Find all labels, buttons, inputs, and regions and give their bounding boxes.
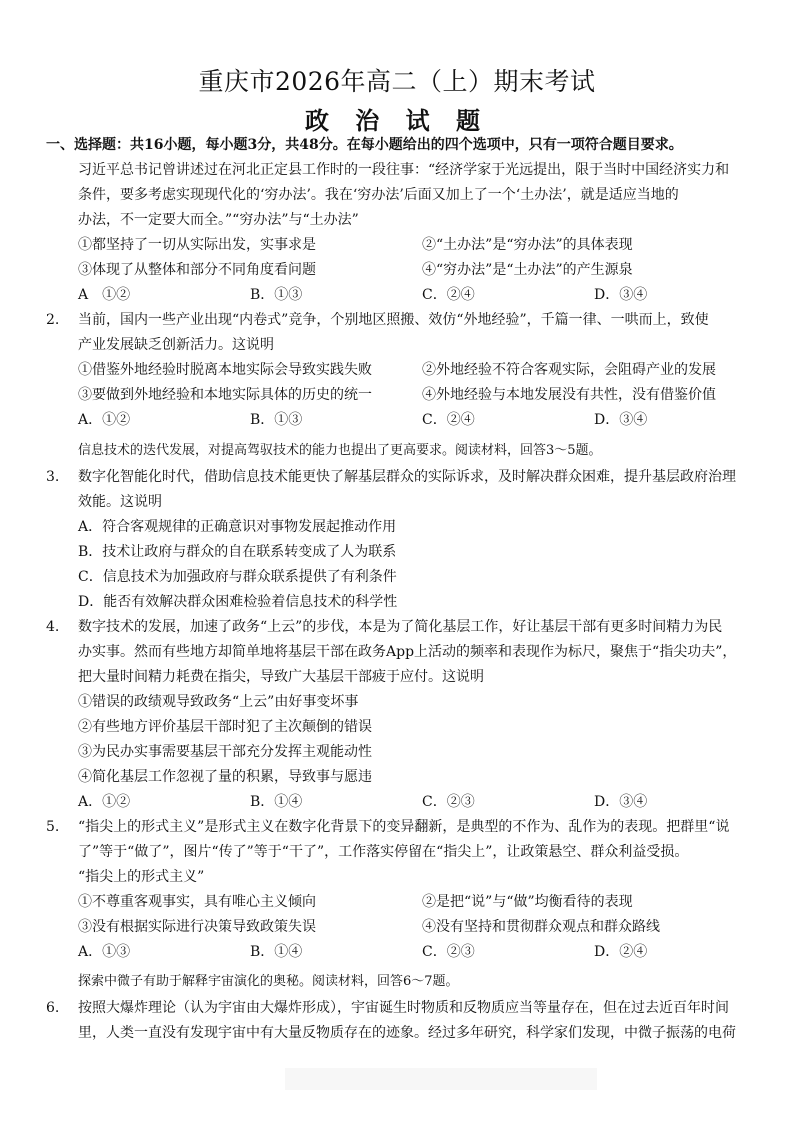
q2-option-d: D．③④ (594, 412, 648, 428)
q5-stem-line: “指尖上的形式主义”是形式主义在数字化背景下的变异翻新，是典型的不作为、乱作为的表现。把群里“说 (78, 819, 730, 835)
q5-stem-line: “指尖上的形式主义” (78, 869, 205, 885)
q5-number: 5. (46, 819, 60, 835)
q3-option-c: C．信息技术为加强政府与群众联系提供了有利条件 (78, 569, 397, 585)
q2-number: 2. (46, 312, 60, 328)
q6-number: 6. (46, 1000, 60, 1016)
q6-stem-line: 里，人类一直没有发现宇宙中有大量反物质存在的迹象。经过多年研究，科学家们发现，中微子振荡的电荷 (78, 1025, 736, 1041)
q5-option-a: A．①③ (78, 944, 131, 960)
exam-title: 重庆市2026年高二（上）期末考试 (198, 67, 596, 96)
q2-statement: ④外地经验与本地发展没有共性，没有借鉴价值 (422, 387, 716, 403)
q5-statement: ④没有坚持和贯彻群众观点和群众路线 (422, 919, 660, 935)
q1-statement: ③体现了从整体和部分不同角度看问题 (78, 262, 316, 278)
q4-option-d: D．③④ (594, 794, 648, 810)
q4-statement: ②有些地方评价基层干部时犯了主次颠倒的错误 (78, 719, 372, 735)
section-heading: 一、选择题：共16小题，每小题3分，共48分。在每小题给出的四个选项中，只有一项符合题目要求。 (46, 137, 683, 153)
q1-option-c: C．②④ (422, 287, 475, 303)
q2-statement: ③要做到外地经验和本地实际具体的历史的统一 (78, 387, 372, 403)
q3-option-d: D．能否有效解决群众困难检验着信息技术的科学性 (78, 594, 398, 610)
q5-statement: ②是把“说”与“做”均衡看待的表现 (422, 894, 633, 910)
q2-stem-line: 产业发展缺乏创新活力。这说明 (78, 337, 274, 353)
q4-option-a: A．①② (78, 794, 131, 810)
q5-statement: ①不尊重客观事实，具有唯心主义倾向 (78, 894, 316, 910)
q3-option-a: A．符合客观规律的正确意识对事物发展起推动作用 (78, 519, 397, 535)
q2-option-b: B．①③ (250, 412, 303, 428)
q1-stem-line: 办法，不一定要大而全。”“穷办法”与“土办法” (78, 212, 359, 228)
q2-option-a: A．①② (78, 412, 131, 428)
footer-band (285, 1068, 597, 1090)
q2-stem-line: 当前，国内一些产业出现“内卷式”竞争，个别地区照搬、效仿“外地经验”，千篇一律、一哄而上，致使 (78, 312, 709, 328)
q1-statement: ①都坚持了一切从实际出发，实事求是 (78, 237, 316, 253)
q4-statement: ③为民办实事需要基层干部充分发挥主观能动性 (78, 744, 372, 760)
q5-stem-line: 了”等于“做了”，图片“传了”等于“干了”，工作落实停留在“指尖上”，让政策悬空、群众利益受损。 (78, 844, 689, 860)
q4-stem-line: 办实事。然而有些地方却简单地将基层干部在政务App上活动的频率和表现作为标尺，聚焦于“指尖功夫”， (78, 644, 737, 660)
q6-stem-line: 按照大爆炸理论（认为宇宙由大爆炸形成），宇宙诞生时物质和反物质应当等量存在，但在过去近百年时间 (78, 1000, 729, 1016)
q1-option-d: D．③④ (594, 287, 648, 303)
q1-stem-line: 习近平总书记曾讲述过在河北正定县工作时的一段往事：“经济学家于光远提出，限于当时中国经济实力和 (78, 162, 730, 178)
q4-option-b: B．①④ (250, 794, 303, 810)
material-intro-6-7: 探索中微子有助于解释宇宙演化的奥秘。阅读材料，回答6～7题。 (78, 974, 459, 989)
q4-stem-line: 把大量时间精力耗费在指尖，导致广大基层干部疲于应付。这说明 (78, 669, 484, 685)
material-intro-3-5: 信息技术的迭代发展，对提高驾驭技术的能力也提出了更高要求。阅读材料，回答3～5题。 (78, 443, 602, 458)
q2-option-c: C．②④ (422, 412, 475, 428)
q3-stem-line: 数字化智能化时代，借助信息技术能更快了解基层群众的实际诉求，及时解决群众困难，提升基层政府治理 (78, 469, 736, 485)
q4-statement: ④简化基层工作忽视了量的积累，导致事与愿违 (78, 769, 372, 785)
q1-statement: ②“土办法”是“穷办法”的具体表现 (422, 237, 633, 253)
q5-option-b: B．①④ (250, 944, 303, 960)
q4-number: 4. (46, 619, 60, 635)
q1-stem-line: 条件，要多考虑实现现代化的‘穷办法’。我在‘穷办法’后面又加上了一个‘土办法’，就是适应当地的 (78, 187, 679, 203)
q5-statement: ③没有根据实际进行决策导致政策失误 (78, 919, 316, 935)
q1-option-b: B．①③ (250, 287, 303, 303)
q5-option-d: D．②④ (594, 944, 648, 960)
q4-option-c: C．②③ (422, 794, 475, 810)
q1-statement: ④“穷办法”是“土办法”的产生源泉 (422, 262, 633, 278)
q4-stem-line: 数字技术的发展，加速了政务“上云”的步伐，本是为了简化基层工作，好让基层干部有更多时间精力为民 (78, 619, 723, 635)
exam-subject: 政 治 试 题 (304, 106, 490, 135)
q3-stem-line: 效能。这说明 (78, 494, 162, 510)
q2-statement: ①借鉴外地经验时脱离本地实际会导致实践失败 (78, 362, 372, 378)
q3-number: 3. (46, 469, 60, 485)
q2-statement: ②外地经验不符合客观实际，会阻碍产业的发展 (422, 362, 716, 378)
q3-option-b: B．技术让政府与群众的自在联系转变成了人为联系 (78, 544, 397, 560)
q1-option-a: A ①② (78, 287, 131, 303)
q5-option-c: C．②③ (422, 944, 475, 960)
q4-statement: ①错误的政绩观导致政务“上云”由好事变坏事 (78, 694, 359, 710)
